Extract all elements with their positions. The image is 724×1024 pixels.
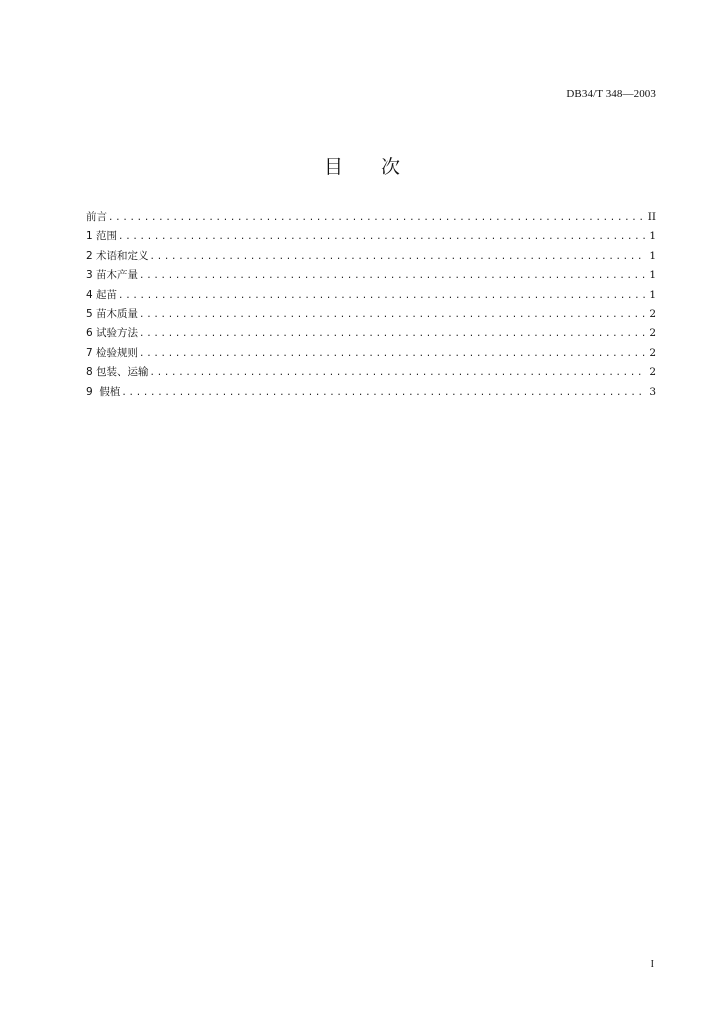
toc-leader-dots <box>139 325 645 344</box>
toc-entry-label: 前言 <box>86 211 107 223</box>
toc-entry-page: 2 <box>649 346 656 359</box>
toc-entry-label: 6 试验方法 <box>86 327 139 340</box>
toc-leader-dots <box>108 209 645 228</box>
toc-entry-page: 2 <box>649 307 656 320</box>
toc-entry-label: 3 苗木产量 <box>86 269 139 282</box>
toc-entry-heeling-in[interactable] <box>86 383 656 402</box>
toc-entry-page: 2 <box>649 366 656 379</box>
page-title <box>0 152 724 179</box>
toc-entry-foreword[interactable] <box>86 208 656 227</box>
toc-leader-dots <box>150 364 645 383</box>
toc-entry-page: 3 <box>649 385 656 398</box>
toc-leader-dots <box>118 287 645 306</box>
toc-leader-dots <box>118 228 645 247</box>
toc-entry-packaging[interactable] <box>86 363 656 382</box>
toc-entry-inspection-rules[interactable] <box>86 344 656 363</box>
toc-entry-page: II <box>647 211 656 223</box>
document-code: DB34/T 348—2003 <box>566 88 656 100</box>
toc-entry-label: 5 苗木质量 <box>86 307 139 320</box>
toc-entry-page: 1 <box>649 230 656 243</box>
toc-entry-page: 2 <box>649 327 656 340</box>
toc-entry-quality[interactable] <box>86 305 656 324</box>
toc-entry-label: 1 范围 <box>86 230 118 243</box>
toc-entry-page: 1 <box>649 249 656 262</box>
table-of-contents <box>86 208 656 402</box>
toc-entry-scope[interactable] <box>86 227 656 246</box>
toc-entry-test-methods[interactable] <box>86 324 656 343</box>
toc-leader-dots <box>139 267 645 286</box>
toc-leader-dots <box>139 306 645 325</box>
toc-entry-terms[interactable] <box>86 247 656 266</box>
title-char-2: 次 <box>381 156 401 178</box>
page-number: I <box>650 959 654 970</box>
toc-entry-label: 2 术语和定义 <box>86 249 149 262</box>
toc-entry-label: 7 检验规则 <box>86 346 139 359</box>
toc-entry-yield[interactable] <box>86 266 656 285</box>
toc-leader-dots <box>121 384 645 403</box>
toc-entry-label: 8 包装、运输 <box>86 366 149 379</box>
toc-leader-dots <box>150 248 645 267</box>
toc-entry-page: 1 <box>649 288 656 301</box>
title-char-1: 目 <box>323 156 343 178</box>
toc-leader-dots <box>139 345 645 364</box>
toc-entry-page: 1 <box>649 269 656 282</box>
toc-entry-label: 4 起苗 <box>86 288 118 301</box>
toc-entry-lifting[interactable] <box>86 286 656 305</box>
toc-entry-label: 9 假植 <box>86 385 121 398</box>
